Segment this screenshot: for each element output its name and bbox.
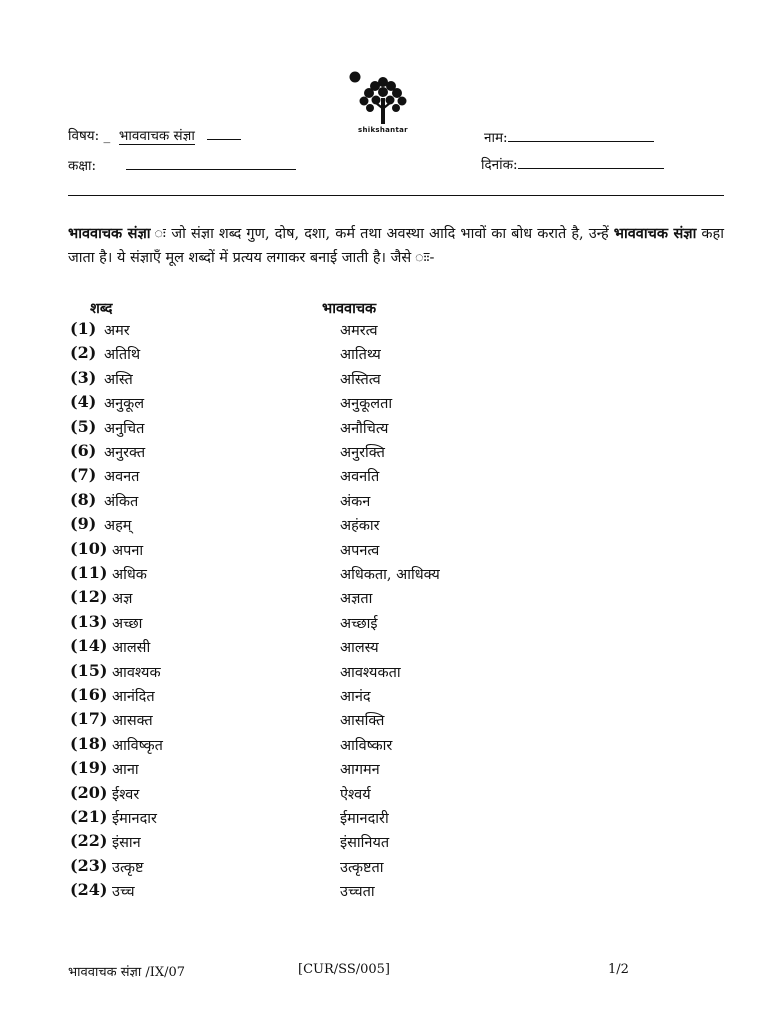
item-number: (14) [70,636,108,656]
word-text: इंसान [112,835,141,852]
bhav-text: अनुकूलता [340,396,393,413]
bhav-text: अपनत्व [340,542,380,559]
word-text: अस्ति [104,371,133,388]
bhav-text: अज्ञता [340,591,373,608]
word-text: आनंदित [112,689,155,705]
item-number: (17) [70,709,108,729]
list-item [0,465,768,489]
bhav-text: आवश्यकता [340,664,401,681]
item-number: (5) [70,416,97,436]
item-number: (11) [70,563,108,582]
bhav-text: अनौचित्य [340,420,389,437]
list-item [0,661,768,685]
item-number: (10) [70,538,108,558]
list-item [0,636,768,660]
item-number: (16) [70,685,108,704]
word-text: उत्कृष्ट [112,859,144,876]
class-field [68,156,296,174]
word-text: अपना [112,542,144,559]
footer-center: [CUR/SS/005] [298,962,390,977]
bhav-text: आगमन [340,762,380,779]
bhav-text: अनुरक्ति [340,445,385,461]
date-field [481,155,664,173]
bhav-text: अंकन [340,493,371,510]
item-number: (19) [70,758,108,778]
list-item [0,612,768,636]
list-item [0,831,768,855]
column-header-word: शब्द [90,300,113,317]
list-item [0,490,768,514]
word-text: अवनत [104,469,140,486]
bhav-text: आतिथ्य [340,347,381,364]
word-text: अतिथि [104,347,141,364]
bhav-text: आलस्य [340,640,379,657]
list-item [0,392,768,416]
divider [68,195,724,196]
word-text: अच्छा [112,615,143,632]
list-item [0,539,768,563]
item-number: (4) [70,392,97,412]
list-item [0,734,768,758]
bhav-text: आसक्ति [340,713,385,730]
list-item [0,319,768,343]
date-label: दिनांक: [481,157,518,173]
bhav-text: ऐश्वर्य [340,786,371,803]
list-item [0,709,768,733]
word-text: अधिक [112,567,147,583]
footer-left: भाववाचक संज्ञा /IX/07 [68,965,186,980]
subject-label: विषय: _ [68,128,111,144]
word-text: ईमानदार [112,811,157,827]
bhav-text: आविष्कार [340,737,393,754]
intro-term: भाववाचक संज्ञा [68,225,151,242]
bhav-text: अमरत्व [340,323,378,339]
word-text: अनुचित [104,420,145,437]
column-header-bhav: भाववाचक [322,300,377,317]
word-text: आविष्कृत [112,737,163,754]
word-text: अनुरक्त [104,445,146,461]
item-number: (7) [70,465,97,485]
list-item [0,514,768,538]
list-item [0,856,768,880]
word-text: अंकित [104,493,139,510]
class-label: कक्षा: [68,158,97,174]
name-field [484,128,654,146]
word-text: उच्च [112,884,135,901]
bhav-text: अधिकता, आधिक्य [340,567,440,583]
class-blank[interactable] [126,156,296,170]
bhav-text: उच्चता [340,884,375,901]
logo-text: shikshantar [358,126,408,134]
word-text: आसक्त [112,713,153,730]
word-text: ईश्वर [112,786,140,803]
name-blank[interactable] [508,128,654,142]
list-item [0,685,768,709]
word-text: आवश्यक [112,664,161,681]
bhav-text: ईमानदारी [340,811,389,827]
date-blank[interactable] [518,155,664,169]
bhav-text: इंसानियत [340,835,390,852]
subject-field [68,126,241,144]
intro-term: भाववाचक संज्ञा [613,225,697,242]
list-item [0,368,768,392]
word-text: आलसी [112,640,151,657]
list-item [0,587,768,611]
subject-value: भाववाचक संज्ञा [118,128,195,144]
list-item [0,758,768,782]
item-number: (9) [70,514,97,534]
list-item [0,807,768,831]
bhav-text: अहंकार [340,518,380,535]
word-text: अहम् [104,518,132,535]
list-item [0,343,768,367]
item-number: (24) [70,880,108,900]
item-number: (2) [70,343,97,363]
list-item [0,563,768,587]
word-text: अमर [104,323,130,339]
word-text: अनुकूल [104,396,145,413]
item-number: (18) [70,733,108,753]
intro-paragraph: भाववाचक संज्ञा ः जो संज्ञा शब्द गुण, दोष, दशा, कर्म तथा अवस्था आदि भावों का बोध कराते है, उन्हें भाववाचक संज्ञा कहा जाता है। ये संज्ञाएँ मूल शब्दों में प्रत्यय लगाकर बनाई जाती है। जैसे ःः- [68,225,725,266]
list-item [0,880,768,904]
word-text: आना [112,762,139,779]
bhav-text: अच्छाई [340,615,378,632]
item-number: (13) [70,611,108,631]
word-text: अज्ञ [112,591,133,608]
item-number: (3) [70,367,97,387]
item-number: (1) [70,319,97,338]
item-number: (23) [70,855,108,875]
item-number: (8) [70,489,97,509]
item-number: (6) [70,441,97,460]
item-number: (15) [70,660,108,680]
bhav-text: उत्कृष्टता [340,859,384,876]
item-number: (21) [70,807,108,826]
item-number: (12) [70,587,108,607]
bhav-text: आनंद [340,689,371,705]
item-number: (20) [70,782,108,802]
item-number: (22) [70,831,108,851]
bhav-text: अवनति [340,469,380,486]
footer-page: 1/2 [608,962,629,977]
list-item [0,783,768,807]
list-item [0,441,768,465]
bhav-text: अस्तित्व [340,371,381,388]
list-item [0,417,768,441]
name-label: नाम: [484,130,508,146]
